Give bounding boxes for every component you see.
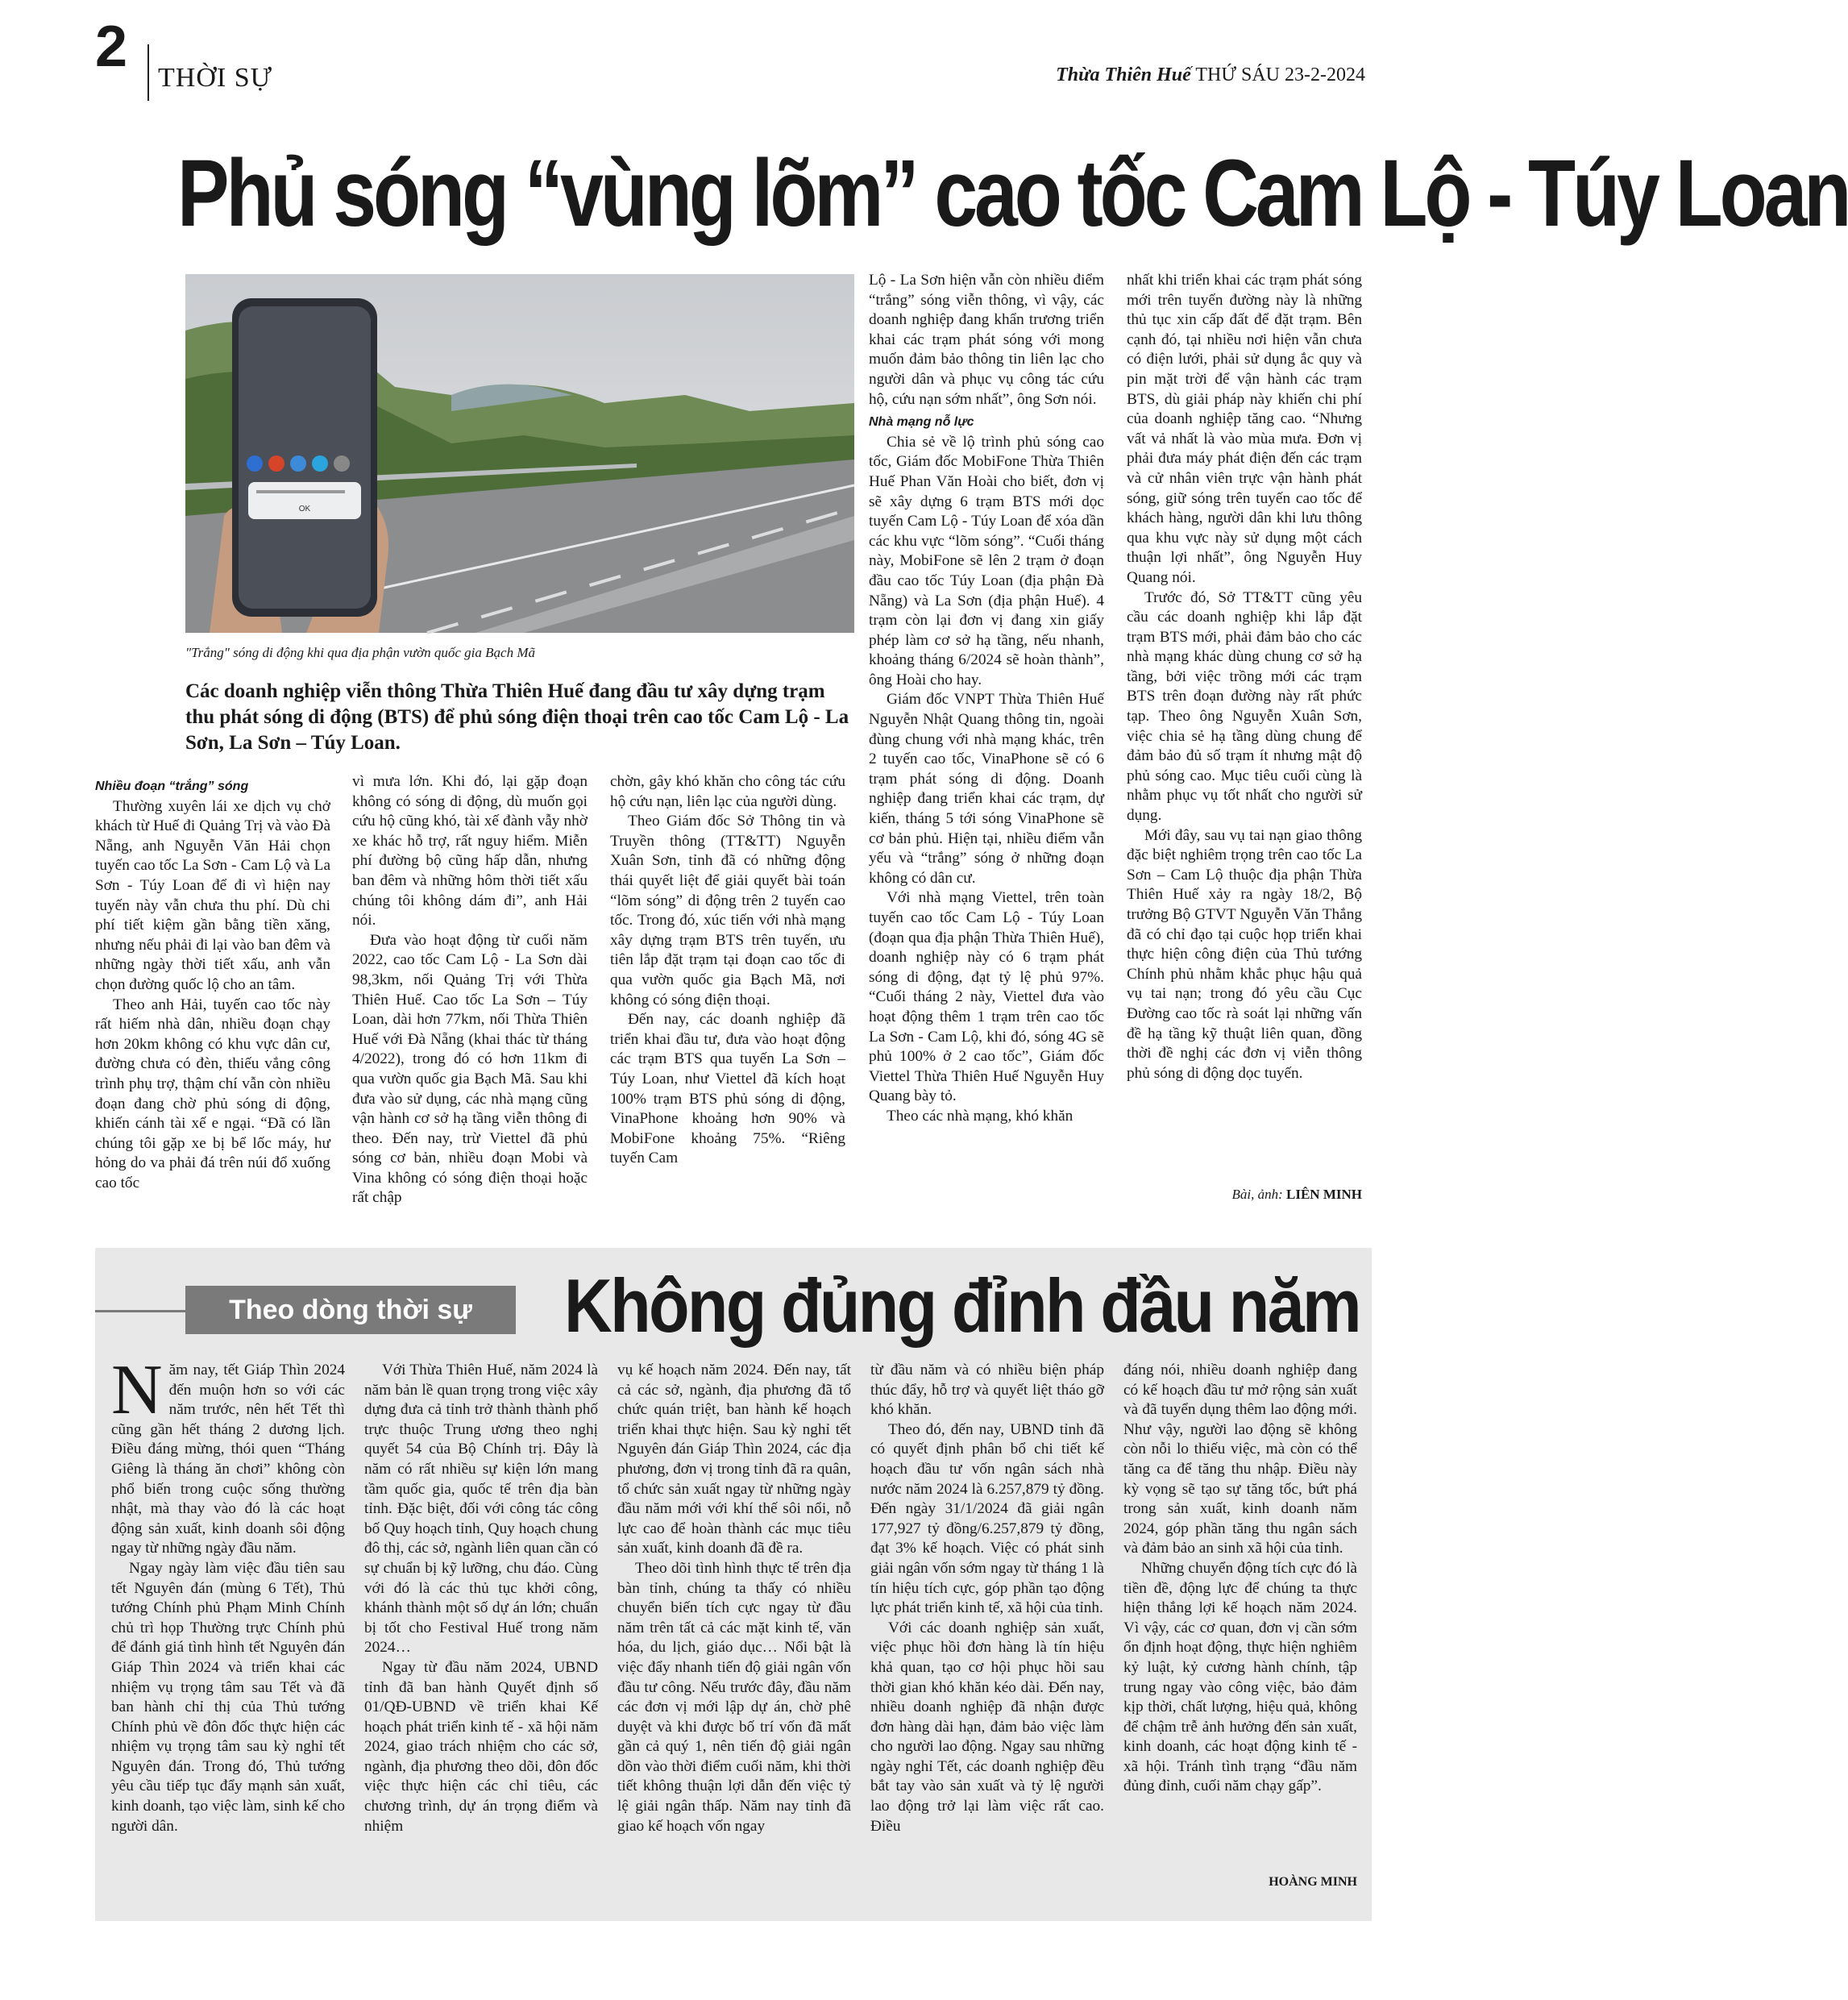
article1-column-5 xyxy=(1127,271,1362,1083)
highway-phone-photo xyxy=(185,274,854,633)
subheading: Nhiều đoạn “trắng” sóng xyxy=(95,780,249,793)
paper-name: Thừa Thiên Huế xyxy=(1056,64,1191,85)
paragraph: Ngay ngày làm việc đầu tiên sau tết Nguyên đán (mùng 6 Tết), Thủ tướng Chính phủ Phạm Minh Chính chủ trì họp Thường trực Chính phủ để đánh giá tình hình tết Nguyên đán Giáp Thìn 2024 và triển khai các nhiệm vụ trọng tâm sau Tết và đã ban hành chỉ thị của Thủ tướng Chính phủ về đôn đốc thực hiện các nhiệm vụ trọng tâm sau kỳ nghỉ tết Nguyên đán. Trong đó, Thủ tướng yêu cầu tiếp tục đẩy mạnh sản xuất, kinh doanh, tạo việc làm, sinh kế cho người dân. xyxy=(111,1559,345,1835)
byline-name: LIÊN MINH xyxy=(1286,1187,1362,1202)
article2-byline: HOÀNG MINH xyxy=(1269,1875,1357,1889)
paragraph: Theo dõi tình hình thực tế trên địa bàn tỉnh, chúng ta thấy có nhiều chuyển biến tích cực ngay từ đầu năm trên tất cả các mặt kinh tế, văn hóa, du lịch, giáo dục… Nổi bật là việc đẩy nhanh tiến độ giải ngân vốn đầu tư công. Nếu trước đây, đầu năm các đơn vị mới lập dự án, chờ phê duyệt và khi được bố trí vốn đã mất gần cả quý 1, nên tiến độ giải ngân dồn vào thời điểm cuối năm, khi thời tiết không thuận lợi dẫn đến việc tỷ lệ giải ngân thấp. Năm nay tỉnh đã giao kế hoạch vốn ngay xyxy=(617,1559,851,1835)
byline-prefix: Bài, ảnh: xyxy=(1231,1187,1283,1202)
header-divider xyxy=(147,44,149,101)
page-number: 2 xyxy=(95,15,128,79)
masthead xyxy=(1056,64,1365,86)
drop-cap: N xyxy=(111,1351,163,1429)
article1-byline xyxy=(1127,1187,1362,1203)
commentary-tag: Theo dòng thời sự xyxy=(185,1286,516,1334)
paragraph: Ngay từ đầu năm 2024, UBND tỉnh đã ban hành Quyết định số 01/QĐ-UBND về triển khai Kế hoạch phát triển kinh tế - xã hội năm 2024, giao trách nhiệm cho các sở, ngành, địa phương theo dõi, đôn đốc việc thực hiện các chỉ tiêu, các chương trình, dự án trọng điểm và nhiệm xyxy=(364,1658,598,1835)
article1-photo xyxy=(185,274,854,633)
paragraph: vụ kế hoạch năm 2024. Đến nay, tất cả các sở, ngành, địa phương đã tổ chức quán triệt, ban hành kế hoạch triển khai thực hiện. Sau kỳ nghỉ tết Nguyên đán Giáp Thìn 2024, các địa phương, đơn vị trong tỉnh đã ra quân, tổ chức sản xuất ngay từ những ngày đầu năm mới với khí thế sôi nổi, nỗ lực cao để hoàn thành các mục tiêu sản xuất, kinh doanh đã đề ra. xyxy=(617,1362,851,1557)
paragraph: Với nhà mạng Viettel, trên toàn tuyến cao tốc Cam Lộ - Túy Loan (đoạn qua địa phận Thừa Thiên Huế), doanh nghiệp này có 6 trạm phát sóng di động, đạt tỷ lệ phủ 97%. “Cuối tháng 2 này, Viettel đưa vào hoạt động thêm 1 trạm trên cao tốc La Sơn - Cam Lộ, khi đó, sóng 4G sẽ phủ 100% ở 2 cao tốc”, Giám đốc Viettel Thừa Thiên Huế Nguyễn Huy Quang bày tỏ. xyxy=(869,889,1104,1105)
paragraph: ăm nay, tết Giáp Thìn 2024 đến muộn hơn so với các năm trước, nên hết Tết thì cũng gần hết tháng 2 dương lịch. Điều đáng mừng, thói quen “Tháng Giêng là tháng ăn chơi” không còn phổ biến trong cuộc sống thường nhật, mà thay vào đó là các hoạt động sản xuất, kinh doanh sôi động ngay từ những ngày đầu năm. xyxy=(111,1362,345,1557)
paragraph: Thường xuyên lái xe dịch vụ chở khách từ Huế đi Quảng Trị và vào Đà Nẵng, anh Nguyễn Văn Hải chọn tuyến cao tốc La Sơn - Cam Lộ và La Sơn - Túy Loan để đi vì hiện nay tuyến này vẫn chưa thu phí. Dù chi phí tiết kiệm gần bằng tiền xăng, nhưng nếu phải đi lại vào ban đêm và những ngày thời tiết xấu, anh vẫn chọn đường quốc lộ cho an tâm. xyxy=(95,797,330,993)
paragraph: Trước đó, Sở TT&TT cũng yêu cầu các doanh nghiệp khi lắp đặt trạm BTS mới, phải đảm bảo cho các nhà mạng khác dùng chung cơ sở hạ tầng, bởi việc trồng mới các trạm BTS trên đoạn đường này rất phức tạp. Theo ông Nguyễn Xuân Sơn, việc chia sẻ hạ tầng dùng chung để đảm bảo đủ số trạm ít nhưng mật độ phủ sóng cao. Mục tiêu cuối cùng là nhằm phục vụ tốt nhất cho người sử dụng. xyxy=(1127,588,1362,825)
tag-line xyxy=(95,1310,185,1312)
paragraph: Chia sẻ về lộ trình phủ sóng cao tốc, Giám đốc MobiFone Thừa Thiên Huế Phan Văn Hoài cho biết, đơn vị sẽ xây dựng 6 trạm BTS mới dọc tuyến Cam Lộ - Túy Loan để xóa dần các khu vực “lõm sóng”. “Cuối tháng này, MobiFone sẽ lên 2 trạm ở đoạn đầu cao tốc Túy Loan (địa phận Đà Nẵng) và La Sơn (địa phận Huế). 4 trạm còn lại đơn vị đang xin giấy phép làm cơ sở hạ tầng, nếu nhanh, khoảng tháng 6/2024 sẽ hoàn thành”, ông Hoài cho hay. xyxy=(869,433,1104,688)
article2-column-5 xyxy=(1123,1361,1357,1797)
paragraph: nhất khi triển khai các trạm phát sóng mới trên tuyến đường này là những thủ tục xin cấp đất để đặt trạm. Bên cạnh đó, tại nhiều nơi hiện vẫn chưa có điện lưới, phải sử dụng ắc quy và pin mặt trời để vận hành các trạm BTS, dù giải pháp này khiến chi phí của doanh nghiệp tăng cao. “Nhưng vất vả nhất là vào mùa mưa. Đơn vị phải đưa máy phát điện đến các trạm và cử nhân viên trực vận hành phát sóng, giữ sóng trên tuyến cao tốc để khách hàng, người dân khi lưu thông qua khu vực này sử dụng một cách thuận lợi nhất”, ông Nguyễn Huy Quang nói. xyxy=(1127,272,1362,586)
article2-column-2 xyxy=(364,1361,598,1836)
paragraph: Với các doanh nghiệp sản xuất, việc phục hồi đơn hàng là tín hiệu khả quan, tạo cơ hội phục hồi sau thời gian khó khăn kéo dài. Đến nay, nhiều doanh nghiệp đã nhận được đơn hàng dài hạn, đảm bảo việc làm cho người lao động. Ngay sau những ngày nghỉ Tết, các doanh nghiệp đều bắt tay vào sản xuất và tỷ lệ người lao động trở lại làm việc rất cao. Điều xyxy=(870,1619,1104,1835)
article1-column-3 xyxy=(610,772,845,1169)
article1-headline: Phủ sóng “vùng lõm” cao tốc Cam Lộ - Túy Loan xyxy=(177,140,1848,247)
section-title: THỜI SỰ xyxy=(158,63,272,93)
paragraph: từ đầu năm và có nhiều biện pháp thúc đẩy, hỗ trợ và quyết liệt tháo gỡ khó khăn. xyxy=(870,1362,1104,1419)
phone-dialog-ok: OK xyxy=(298,505,311,514)
paragraph: đáng nói, nhiều doanh nghiệp đang có kế hoạch đầu tư mở rộng sản xuất và đã tuyển dụng thêm lao động mới. Như vậy, người lao động sẽ không còn nỗi lo thiếu việc, mà còn có thể tăng ca để tăng thu nhập. Điều này kỳ vọng sẽ tạo sự tăng tốc, bứt phá trong sản xuất, kinh doanh năm 2024, góp phần tăng thu ngân sách và đảm bảo an sinh xã hội của tỉnh. xyxy=(1123,1362,1357,1557)
paragraph: Giám đốc VNPT Thừa Thiên Huế Nguyễn Nhật Quang thông tin, ngoài đùng chung với nhà mạng khác, trên 2 tuyến cao tốc, VinaPhone sẽ có 6 trạm phát sóng di động. Doanh nghiệp đang triển khai các trạm, dự kiến, tháng 5 tới sóng VinaPhone sẽ cơ bản phủ. Hiện tại, nhiều điểm vẫn yếu và “trắng” sóng ở những đoạn không có dân cư. xyxy=(869,691,1104,887)
article1-lede: Các doanh nghiệp viễn thông Thừa Thiên Huế đang đầu tư xây dựng trạm thu phát sóng di động (BTS) để phủ sóng điện thoại trên cao tốc Cam Lộ - La Sơn, La Sơn – Túy Loan. xyxy=(185,680,849,754)
issue-date: THỨ SÁU 23-2-2024 xyxy=(1195,64,1365,85)
article2-headline: Không đủng đỉnh đầu năm xyxy=(564,1263,1360,1348)
paragraph: Theo đó, đến nay, UBND tỉnh đã có quyết định phân bổ chi tiết kế hoạch đầu tư vốn ngân sách nhà nước năm 2024 là 6.257,879 tỷ đồng. Đến ngày 31/1/2024 đã giải ngân 177,927 tỷ đồng/6.257,879 tỷ đồng, đạt 3% kế hoạch. Việc có phát sinh giải ngân vốn sớm ngay từ tháng 1 là tín hiệu tích cực, góp phần tạo động lực phát triển kinh tế, xã hội của tỉnh. xyxy=(870,1420,1104,1617)
article1-column-4 xyxy=(869,271,1104,1127)
paragraph: Với Thừa Thiên Huế, năm 2024 là năm bản lề quan trọng trong việc xây dựng đưa cả tỉnh trở thành thành phố trực thuộc Trung ương theo nghị quyết 54 của Bộ Chính trị. Đây là năm có rất nhiều sự kiện lớn mang tầm quốc gia, quốc tế trên địa bàn tỉnh. Đặc biệt, đối với công tác công bố Quy hoạch tỉnh, Quy hoạch chung đô thị, các sở, ngành liên quan cần có sự chuẩn bị kỹ lưỡng, chu đáo. Cùng với đó là các thủ tục khởi công, khánh thành một số dự án lớn; chuẩn bị tốt cho Festival Huế trong năm 2024… xyxy=(364,1362,598,1657)
article2-column-4 xyxy=(870,1361,1104,1836)
paragraph: chờn, gây khó khăn cho công tác cứu hộ cứu nạn, liên lạc của người dùng. xyxy=(610,773,845,810)
article2-column-3 xyxy=(617,1361,851,1836)
article2-column-1 xyxy=(111,1351,345,1836)
paragraph: Những chuyển động tích cực đó là tiền đề, động lực để chúng ta thực hiện thắng lợi kế hoạch năm 2024. Vì vậy, các cơ quan, đơn vị cần sớm ổn định hoạt động, thực hiện nghiêm kỷ luật, kỷ cương hành chính, tập trung ngay vào công việc, bảo đảm kịp thời, chất lượng, hiệu quả, không để chậm trễ ảnh hưởng đến sản xuất, kinh doanh, các hoạt động kinh tế - xã hội. Tránh tình trạng “đầu năm đủng đỉnh, cuối năm chạy gấp”. xyxy=(1123,1559,1357,1795)
article1-column-1 xyxy=(95,774,330,1193)
paragraph: Đến nay, các doanh nghiệp đã triển khai đầu tư, đưa vào hoạt động các trạm BTS qua tuyến La Sơn – Túy Loan, như Viettel đã kích hoạt 100% trạm BTS phủ sóng di động, VinaPhone khoảng hơn 90% và MobiFone khoảng 75%. “Riêng tuyến Cam xyxy=(610,1011,845,1167)
paragraph: Đưa vào hoạt động từ cuối năm 2022, cao tốc Cam Lộ - La Sơn dài 98,3km, nối Quảng Trị với Thừa Thiên Huế. Cao tốc La Sơn – Túy Loan, dài hơn 77km, nối Thừa Thiên Huế với Đà Nẵng (khai thác từ tháng 4/2022), trong đó có hơn 11km đi qua vườn quốc gia Bạch Mã. Sau khi đưa vào sử dụng, các nhà mạng cũng vận hành cơ sở hạ tầng viễn thông đi theo. Đến nay, trừ Viettel đã phủ sóng cơ bản, nhiều đoạn Mobi và Vina không có sóng điện thoại hoặc rất chập xyxy=(352,931,588,1207)
subheading: Nhà mạng nỗ lực xyxy=(869,415,974,430)
paragraph: Lộ - La Sơn hiện vẫn còn nhiều điểm “trắng” sóng viễn thông, vì vậy, các doanh nghiệp đang khẩn trương triển khai các trạm phát sóng với mong muốn đảm bảo thông tin liên lạc cho người dân và phục vụ công tác cứu hộ, cứu nạn sớm nhất”, ông Sơn nói. xyxy=(869,272,1104,408)
paragraph: Theo anh Hải, tuyến cao tốc này rất hiếm nhà dân, nhiều đoạn chạy hơn 20km không có khu vực dân cư, đường chưa có đèn, thiếu vắng công trình phụ trợ, thậm chí vẫn còn nhiều đoạn đang chờ phủ sóng di động, khiến cánh tài xế e ngại. “Đã có lần chúng tôi gặp xe bị bể lốc máy, hư hỏng do va phải đá trên núi đổ xuống cao tốc xyxy=(95,996,330,1191)
paragraph: vì mưa lớn. Khi đó, lại gặp đoạn không có sóng di động, dù muốn gọi cứu hộ cũng khó, tài xế đành vẫy nhờ xe khác hỗ trợ, rất nguy hiểm. Miễn phí đường bộ cũng hấp dẫn, nhưng ban đêm và những hôm thời tiết xấu chúng tôi không dám đi”, anh Hải nói. xyxy=(352,773,588,929)
paragraph: Theo Giám đốc Sở Thông tin và Truyền thông (TT&TT) Nguyễn Xuân Sơn, tỉnh đã có những động thái quyết liệt để giải quyết bài toán “lõm sóng” di động trên 2 tuyến cao tốc. Trong đó, xúc tiến với nhà mạng xây dựng trạm BTS trên tuyến, ưu tiên lắp đặt trạm tại đoạn cao tốc đi qua vườn quốc gia Bạch Mã, nơi không có sóng điện thoại. xyxy=(610,813,845,1008)
article1-column-2 xyxy=(352,772,588,1208)
photo-caption: "Trắng" sóng di động khi qua địa phận vườn quốc gia Bạch Mã xyxy=(185,645,535,660)
paragraph: Mới đây, sau vụ tai nạn giao thông đặc biệt nghiêm trọng trên cao tốc La Sơn – Cam Lộ thuộc địa phận Thừa Thiên Huế xảy ra ngày 18/2, Bộ trưởng Bộ GTVT Nguyễn Văn Thắng đã có chỉ đạo tại cuộc họp triển khai thực hiện công điện của Thủ tướng Chính phủ nhằm khắc phục hậu quả vụ tai nạn; trong đó yêu cầu Cục Đường cao tốc rà soát lại những vấn đề hạ tầng kỹ thuật liên quan, đồng thời đề nghị các đơn vị viễn thông phủ sóng di động dọc tuyến. xyxy=(1127,826,1362,1082)
paragraph: Theo các nhà mạng, khó khăn xyxy=(887,1107,1074,1125)
